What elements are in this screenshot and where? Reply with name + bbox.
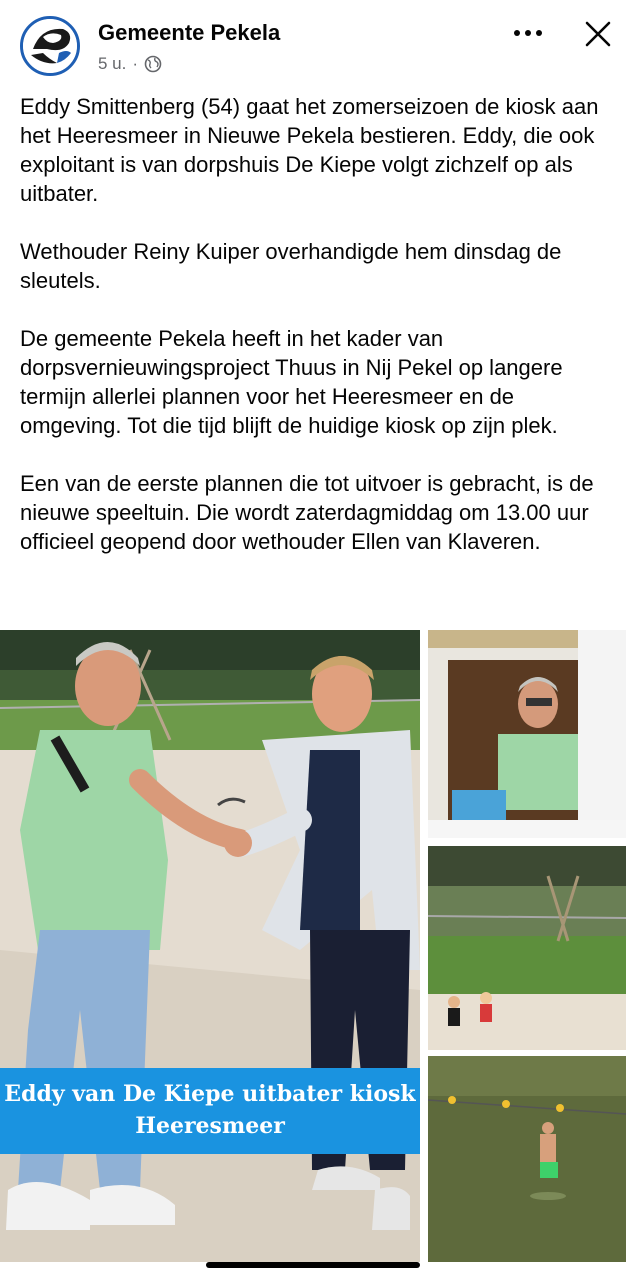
post-paragraph: De gemeente Pekela heeft in het kader van dorpsvernieuwingsproject Thuus in Nij Pekel op langere termijn allerlei plannen voor het Heeresmeer en de omgeving. Tot die tijd blijft de huidige kiosk op zijn plek. xyxy=(20,326,563,438)
photo-playground[interactable] xyxy=(428,846,626,1050)
photo-kiosk[interactable] xyxy=(428,630,626,838)
caption-band xyxy=(0,1068,420,1154)
lake-image xyxy=(428,1056,626,1262)
playground-image xyxy=(428,846,626,1050)
post-paragraph: Een van de eerste plannen die tot uitvoer is gebracht, is de nieuwe speeltuin. Die wordt zaterdagmiddag om 13.00 uur officieel geopend door wethouder Ellen van Klaveren. xyxy=(20,471,594,554)
close-button[interactable] xyxy=(578,14,618,54)
post-meta xyxy=(98,54,162,74)
caption-line-2: Heeresmeer xyxy=(135,1113,285,1139)
post-timestamp[interactable]: 5 u. xyxy=(98,54,127,73)
post-paragraph: Wethouder Reiny Kuiper overhandigde hem dinsdag de sleutels. xyxy=(20,239,562,293)
page-name[interactable]: Gemeente Pekela xyxy=(98,20,281,45)
photo-lake[interactable] xyxy=(428,1056,626,1262)
more-icon xyxy=(508,16,548,50)
municipality-logo-icon xyxy=(23,19,77,73)
globe-icon xyxy=(144,55,162,73)
caption-line-1: Eddy van De Kiepe uitbater kiosk xyxy=(4,1081,416,1107)
kiosk-image xyxy=(428,630,626,838)
meta-separator: · xyxy=(132,54,139,73)
key-handover-image xyxy=(0,630,420,1262)
post-header xyxy=(0,0,626,90)
page-avatar[interactable] xyxy=(20,16,80,76)
more-options-button[interactable] xyxy=(508,16,548,50)
photo-key-handover[interactable] xyxy=(0,630,420,1262)
post-paragraph: Eddy Smittenberg (54) gaat het zomerseizoen de kiosk aan het Heeresmeer in Nieuwe Pekela bestieren. Eddy, die ook exploitant is van dorpshuis De Kiepe volgt zichzelf op als uitbater. xyxy=(20,94,599,206)
home-indicator[interactable] xyxy=(206,1262,420,1268)
post-text xyxy=(20,92,616,585)
close-icon xyxy=(578,14,618,54)
